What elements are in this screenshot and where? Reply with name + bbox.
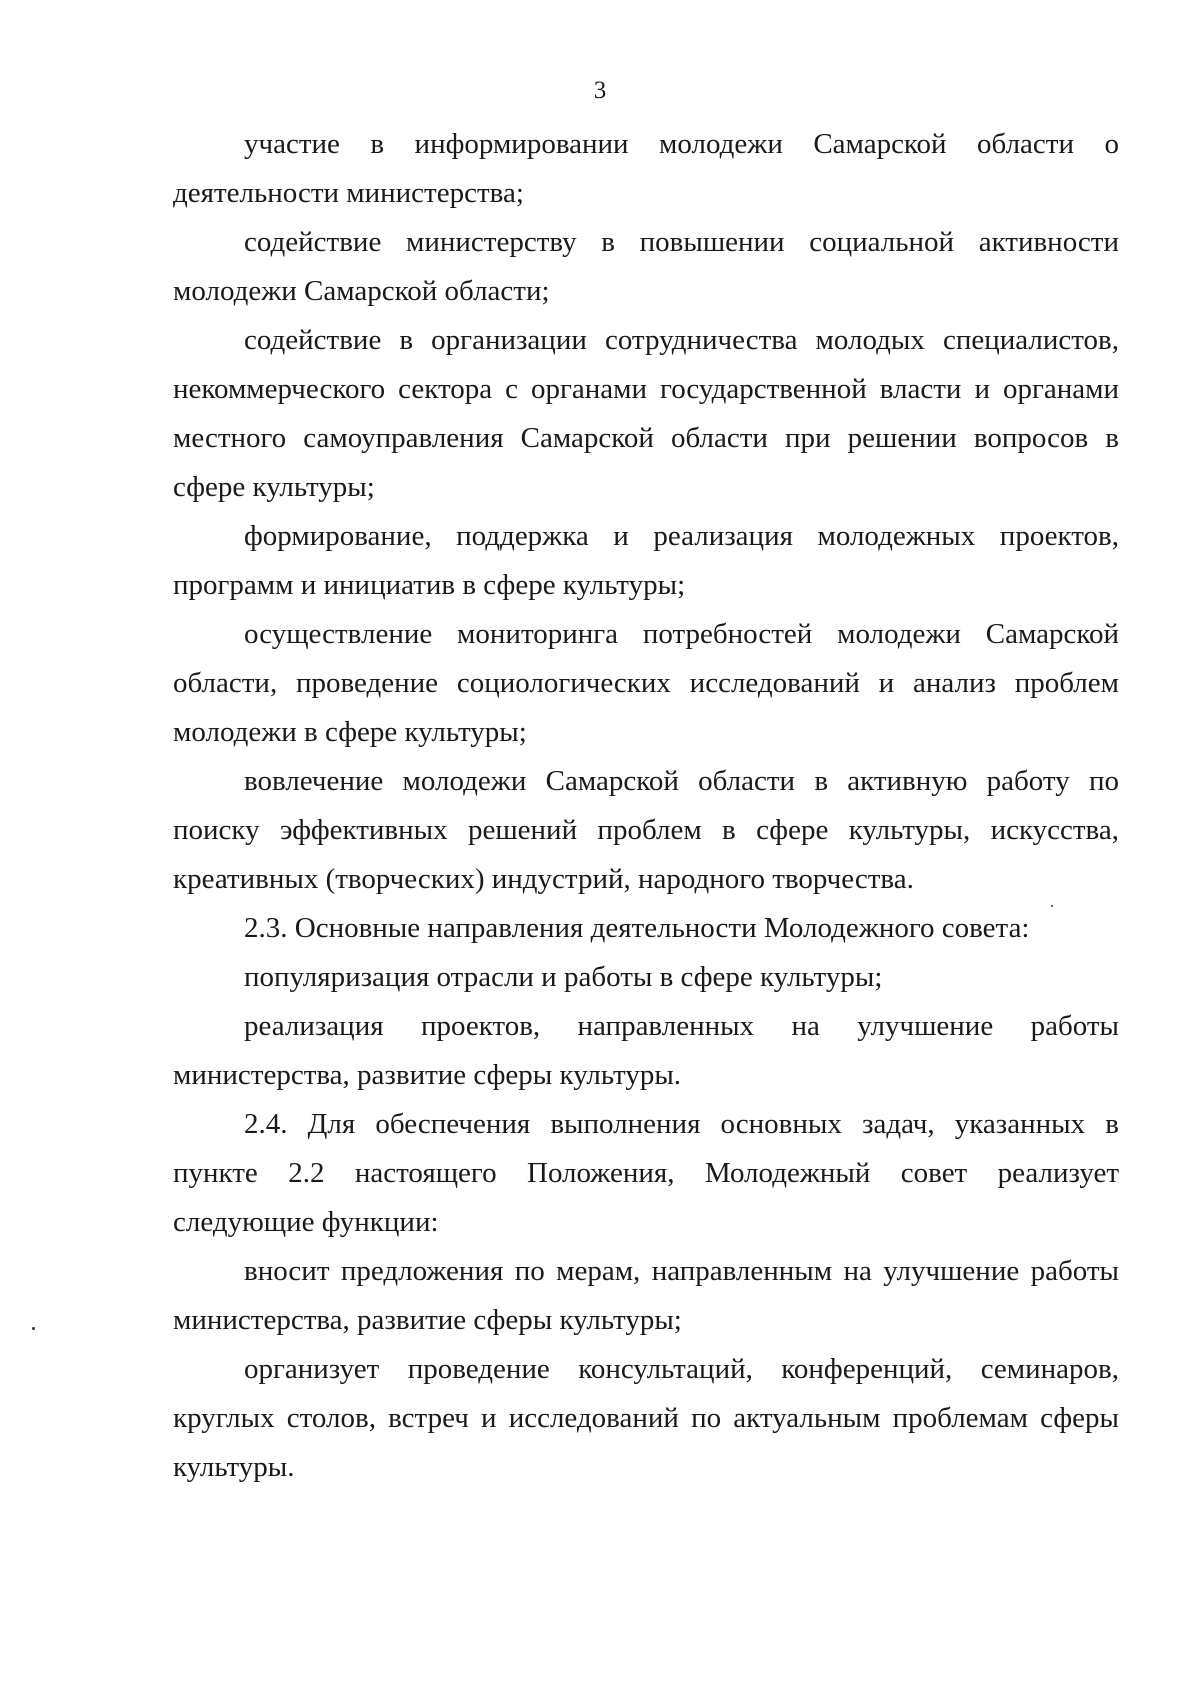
paragraph: реализация проектов, направленных на улучшение работы министерства, развитие сферы культуры. [173,1010,1119,1091]
paragraph: осуществление мониторинга потребностей молодежи Самарской области, проведение социологических исследований и анализ проблем молодежи в сфере культуры; [173,618,1119,748]
paragraph: популяризация отрасли и работы в сфере культуры; [244,961,883,993]
paragraph: 2.4. Для обеспечения выполнения основных задач, указанных в пункте 2.2 настоящего Положения, Молодежный совет реализует следующие функции: [173,1108,1119,1238]
section-heading: 2.3. Основные направления деятельности Молодежного совета: [244,912,1030,944]
paragraph: содействие министерству в повышении социальной активности молодежи Самарской области; [173,226,1119,307]
paragraph: организует проведение консультаций, конференций, семинаров, круглых столов, встреч и исследований по актуальным проблемам сферы культуры. [173,1353,1119,1483]
scan-speck [32,1327,35,1330]
paragraph: участие в информировании молодежи Самарской области о деятельности министерства; [173,128,1119,209]
document-body [173,120,1119,1492]
page-number: 3 [593,77,607,104]
paragraph: вовлечение молодежи Самарской области в активную работу по поиску эффективных решений проблем в сфере культуры, искусства, креативных (творческих) индустрий, народного творчества. [173,765,1119,895]
paragraph: содействие в организации сотрудничества молодых специалистов, некоммерческого сектора с органами государственной власти и органами местного самоуправления Самарской области при решении вопросов в сфере культуры; [173,324,1119,503]
paragraph: вносит предложения по мерам, направленным на улучшение работы министерства, развитие сферы культуры; [173,1255,1119,1336]
scan-speck [1051,905,1053,907]
paragraph: формирование, поддержка и реализация молодежных проектов, программ и инициатив в сфере культуры; [173,520,1119,601]
